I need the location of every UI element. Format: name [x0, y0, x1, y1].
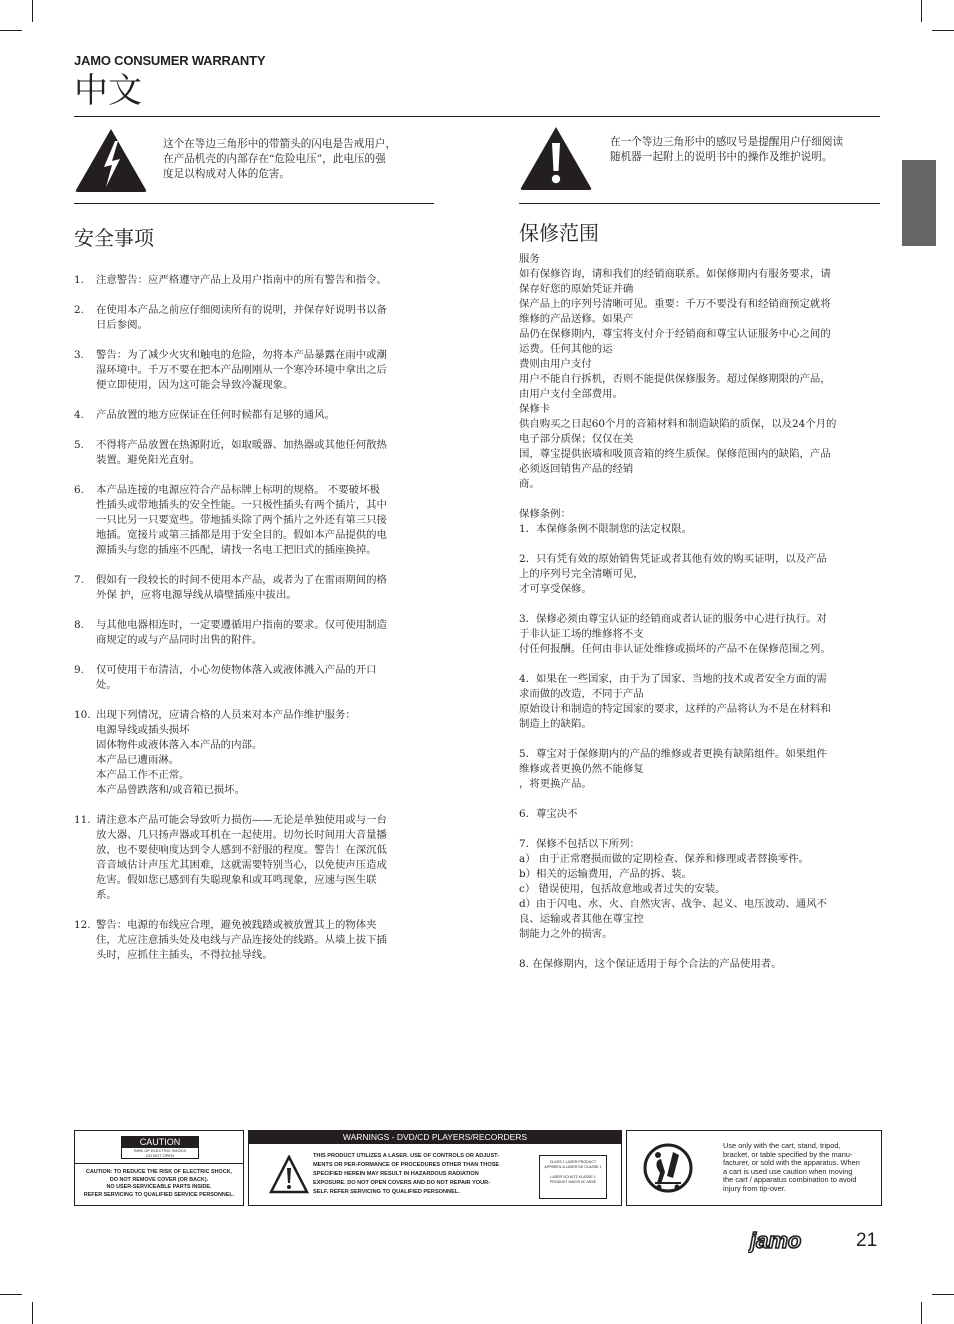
safety-item-line: 日后参阅。	[96, 319, 148, 331]
safety-item-number: 3.	[74, 349, 84, 361]
safety-item-line: 放大器、几只扬声器或耳机在一起使用。切勿长时间用大音量播	[96, 829, 387, 841]
warranty-line: 制造上的缺陷。	[519, 718, 592, 730]
safety-item-line: 住，尤应注意插头处及电线与产品连接处的线路。从墙上拔下插	[96, 934, 387, 946]
crop-mark	[0, 30, 22, 31]
warranty-line: 6．尊宝决不	[519, 808, 578, 820]
safety-item-line: 地插。宽接片或第三插都是用于安全目的。假如本产品提供的电	[96, 529, 387, 541]
text-line: SELF. REFER SERVICING TO QUALIFIED PERSONNEL.	[313, 1189, 460, 1195]
crop-mark	[932, 30, 954, 31]
cart-tipover-icon	[643, 1138, 693, 1202]
warranty-section-title: 保修范围	[519, 221, 599, 245]
safety-item-line: 性插头或带地插头的安全性能。一只极性插头有两个插片，其中	[96, 499, 387, 511]
safety-item	[74, 438, 436, 468]
text-line: DO NOT REMOVE COVER (OR BACK).	[109, 1176, 209, 1183]
text-line: PRODUKT MACHI IIC ASSE	[549, 1180, 597, 1184]
warranty-line: 必须返回销售产品的经销	[519, 463, 634, 475]
crop-mark	[0, 1294, 22, 1295]
dvd-warning-box	[248, 1130, 622, 1206]
warranty-line: 维修或者更换仍然不能修复	[519, 763, 644, 775]
safety-item	[74, 618, 436, 648]
text-line: injury from tip-over.	[723, 1183, 786, 1193]
safety-section-title: 安全事项	[74, 226, 154, 250]
dvd-warning-title: WARNINGS - DVD/CD PLAYERS/RECORDERS	[249, 1131, 621, 1144]
text-line: 在产品机壳的内部存在“危险电压”，此电压的强	[163, 153, 386, 165]
warranty-line: ，将更换产品。	[519, 778, 592, 790]
text-line: 这个在等边三角形中的带箭头的闪电是告戒用户，	[163, 138, 397, 150]
safety-item-number: 7.	[74, 574, 84, 586]
safety-item-line: 不得将产品放置在热源附近，如取暖器、加热器或其他任何散热	[96, 439, 387, 451]
cart-warning-text	[723, 1142, 869, 1193]
warranty-line: 7．保修不包括以下所列：	[519, 838, 640, 850]
caution-divider	[75, 1163, 243, 1164]
warranty-line: 服务	[519, 253, 540, 265]
safety-item	[74, 813, 436, 903]
text-line: NO USER-SERVICEABLE PARTS INSIDE.	[106, 1184, 212, 1190]
spacer	[519, 657, 883, 672]
caution-sub-1: RISK OF ELECTRIC SHOCK	[133, 1148, 187, 1153]
dvd-warning-text	[313, 1152, 525, 1197]
warranty-line: 才可享受保修。	[519, 583, 592, 595]
warranty-line: 运费。任何其他的运	[519, 343, 613, 355]
safety-item-line: 本产品曾跌落和/或音箱已损坏。	[96, 784, 245, 796]
safety-item-line: 产品放置的地方应保证在任何时候都有足够的通风。	[96, 409, 335, 421]
safety-item	[74, 483, 436, 558]
warranty-line: c） 错误使用，包括故意地或者过失的安装。	[519, 883, 726, 895]
warranty-line: 商。	[519, 478, 540, 490]
safety-item-number: 12.	[74, 919, 91, 931]
safety-item-line: 在使用本产品之前应仔细阅读所有的说明，并保存好说明书以备	[96, 304, 387, 316]
safety-list	[74, 273, 436, 978]
warranty-line: 1．本保修条例不限制您的法定权限。	[519, 523, 692, 535]
text-line: REFER SERVICING TO QUALIFIED SERVICE PERSONNEL.	[83, 1191, 235, 1198]
text-line: bracket, or table specified by the manu-	[723, 1149, 853, 1159]
warranty-line: 供自购买之日起60个月的音箱材料和制造缺陷的质保，以及24个月的	[519, 418, 837, 430]
section-tab	[902, 160, 936, 246]
spacer	[519, 732, 883, 747]
text-line: THIS PRODUCT UTILIZES A LASER. USE OF CONTROLS OR ADJUST-	[313, 1153, 500, 1159]
safety-item-line: 警告：电源的布线应合理，避免被践踏或被放置其上的物体夹	[96, 919, 377, 931]
warranty-line: 制能力之外的损害。	[519, 928, 613, 940]
warranty-line: 维修的产品送修。如果产	[519, 313, 634, 325]
safety-item-number: 8.	[74, 619, 84, 631]
left-section-rule	[74, 203, 434, 204]
safety-item-line: 音音域估计声压尤其困难，这就需要特别当心，以免使声压造成	[96, 859, 387, 871]
safety-item	[74, 918, 436, 963]
cart-warning-box	[626, 1130, 882, 1206]
safety-item-number: 2.	[74, 304, 84, 316]
warranty-line: 保存好您的原始凭证并确	[519, 283, 634, 295]
safety-item-line: 系。	[96, 889, 117, 901]
header-rule	[74, 116, 880, 117]
lightning-warning-text	[163, 137, 443, 182]
safety-item-line: 放，也不要使响度达到令人感到不舒服的程度。警告！在深沉低	[96, 844, 387, 856]
safety-item-line: 商规定的或与产品同时出售的附件。	[96, 634, 263, 646]
safety-item-line: 装置。避免阳光直射。	[96, 454, 200, 466]
safety-item-line: 便立即使用，因为这可能会导致冷凝现象。	[96, 379, 294, 391]
safety-item	[74, 663, 436, 693]
safety-item-line: 假如有一段较长的时间不使用本产品，或者为了在雷雨期间的格	[96, 574, 387, 586]
safety-item	[74, 303, 436, 333]
warranty-line: 保修条例：	[519, 508, 571, 520]
safety-item	[74, 408, 436, 423]
safety-item-number: 10.	[74, 709, 91, 721]
safety-item-line: 外保 护，应将电源导线从墙壁插座中拔出。	[96, 589, 297, 601]
safety-item-number: 9.	[74, 664, 84, 676]
safety-item-line: 注意警告：应严格遵守产品上及用户指南中的所有警告和指令。	[96, 274, 387, 286]
warranty-line: 良、运输或者其他在尊宝控	[519, 913, 644, 925]
text-line: EXPOSURE. DO NOT OPEN COVERS AND DO NOT REPAIR YOUR-	[313, 1180, 491, 1186]
warranty-line: 用户不能自行拆机，否则不能提供保修服务。超过保修期限的产品，	[519, 373, 831, 385]
text-line: 随机器一起附上的说明书中的操作及维护说明。	[610, 151, 833, 163]
warranty-line: d）由于闪电、水、火、自然灾害、战争、起义、电压波动、通风不	[519, 898, 827, 910]
language-title: 中文	[74, 71, 142, 111]
warranty-line: 于非认证工场的维修将不支	[519, 628, 644, 640]
right-section-rule	[519, 203, 880, 204]
page-number: 21	[856, 1230, 878, 1251]
safety-item-line: 处。	[96, 679, 117, 691]
text-line: 度足以构成对人体的危害。	[163, 168, 291, 180]
text-line: CLASS 1 LASER PRODUCT	[549, 1160, 597, 1164]
caution-label-block	[121, 1136, 199, 1159]
text-line: a cart is used use caution when moving	[723, 1166, 853, 1176]
safety-item-line: 电源导线或插头损坏	[96, 724, 190, 736]
warranty-line: b）相关的运输费用，产品的拆、装。	[519, 868, 692, 880]
text-line: APPAREIL A LASER DE CLASSE 1	[544, 1165, 602, 1169]
safety-item-line: 出现下列情况，应请合格的人员来对本产品作维护服务：	[96, 709, 356, 721]
text-line: the cart / apparatus combination to avoid	[723, 1175, 857, 1184]
safety-item-number: 11.	[74, 814, 91, 826]
exclamation-warning-text	[610, 135, 890, 165]
safety-item-line: 源插头与您的插座不匹配，请找一名电工把旧式的插座换掉。	[96, 544, 377, 556]
safety-item-number: 4.	[74, 409, 84, 421]
safety-item-line: 本产品连接的电源应符合产品标牌上标明的规格。 不要破坏极	[96, 484, 380, 496]
safety-item-line: 湿环境中。千万不要在把本产品刚刚从一个寒冷环境中拿出之后	[96, 364, 387, 376]
warranty-line: 国，尊宝提供嵌墙和吸顶音箱的终生质保。保修范围内的缺陷，产品	[519, 448, 831, 460]
warranty-line: 8. 在保修期内，这个保证适用于每个合法的产品使用者。	[519, 958, 782, 970]
safety-item-line: 本产品工作不正常。	[96, 769, 190, 781]
crop-mark	[921, 0, 922, 22]
safety-item	[74, 273, 436, 288]
warranty-line: 付任何报酬。任何由非认证处维修或损坏的产品不在保修范围之列。	[519, 643, 831, 655]
warranty-line: 原始设计和制造的特定国家的要求，这样的产品将认为不是在材料和	[519, 703, 831, 715]
text-line: 在一个等边三角形中的感叹号是提醒用户仔细阅读	[610, 136, 844, 148]
safety-item-line: 本产品已遭雨淋。	[96, 754, 180, 766]
jamo-logo	[748, 1229, 830, 1257]
warranty-line: 4．如果在一些国家，由于为了国家、当地的技术或者安全方面的需	[519, 673, 827, 685]
caution-sub-2: DO NOT OPEN	[146, 1153, 174, 1158]
laser-warning-icon	[269, 1155, 309, 1199]
warranty-line: 品仍在保修期内，尊宝将支付介于经销商和尊宝认证服务中心之间的	[519, 328, 831, 340]
spacer	[519, 492, 883, 507]
warranty-line: 3．保修必须由尊宝认证的经销商或者认证的服务中心进行执行。对	[519, 613, 827, 625]
spacer	[519, 822, 883, 837]
text-line: Use only with the cart, stand, tripod,	[723, 1141, 841, 1150]
safety-item	[74, 348, 436, 393]
warranty-line: 电子部分质保；仅仅在美	[519, 433, 634, 445]
crop-mark	[32, 0, 33, 22]
warranty-line: a） 由于正常磨损而做的定期检查、保养和修理或者替换零件。	[519, 853, 810, 865]
warranty-line: 2．只有凭有效的原始销售凭证或者其他有效的购买证明，以及产品	[519, 553, 827, 565]
text-line: facturer, or sold with the apparatus. When	[723, 1158, 860, 1167]
warranty-line: 求而做的改造，不同于产品	[519, 688, 644, 700]
warranty-line: 5．尊宝对于保修期内的产品的维修或者更换有缺陷组件。如果组件	[519, 748, 827, 760]
jamo-logo-text: jamo	[750, 1229, 802, 1253]
laser-class-label	[539, 1155, 607, 1199]
warranty-line: 由用户支付全部费用。	[519, 388, 623, 400]
safety-item-number: 1.	[74, 274, 84, 286]
warranty-line: 保产品上的序列号清晰可见。重要：千万不要没有和经销商预定就将	[519, 298, 831, 310]
warranty-line: 费则由用户支付	[519, 358, 592, 370]
safety-item	[74, 708, 436, 798]
crop-mark	[921, 1302, 922, 1324]
spacer	[519, 537, 883, 552]
lightning-warning-icon	[74, 127, 148, 197]
doc-header-title: JAMO CONSUMER WARRANTY	[74, 53, 266, 68]
safety-item-number: 6.	[74, 484, 84, 496]
safety-item-line: 请注意本产品可能会导致听力损伤——无论是单独使用或与一台	[96, 814, 387, 826]
safety-item-line: 固体物件或液体落入本产品的内部。	[96, 739, 263, 751]
text-line: MENTS OR PER-FORMANCE OF PROCEDURES OTHER THAN THOSE	[313, 1162, 500, 1168]
safety-item-line: 仅可使用干布清洁，小心勿使物体落入或液体溅入产品的开口	[96, 664, 377, 676]
safety-item-line: 头时，应抓住主插头，不得拉扯导线。	[96, 949, 273, 961]
safety-item	[74, 573, 436, 603]
safety-item-number: 5.	[74, 439, 84, 451]
caution-text	[79, 1169, 239, 1199]
caution-box	[74, 1130, 244, 1206]
spacer	[519, 597, 883, 612]
warranty-body	[519, 252, 883, 972]
warranty-line: 如有保修咨询，请和我们的经销商联系。如保修期内有服务要求，请	[519, 268, 831, 280]
safety-item-line: 一只比另一只要宽些。带地插头除了两个插片之外还有第三只接	[96, 514, 387, 526]
warranty-line: 保修卡	[519, 403, 551, 415]
crop-mark	[932, 1294, 954, 1295]
caution-label: CAUTION	[122, 1137, 198, 1148]
crop-mark	[32, 1302, 33, 1324]
exclamation-warning-icon	[519, 125, 593, 195]
text-line: CAUTION: TO REDUCE THE RISK OF ELECTRIC SHOCK,	[85, 1169, 233, 1175]
warranty-line: 上的序列号完全清晰可见，	[519, 568, 644, 580]
text-line: SPECIFIED HEREIN MAY RESULT IN HAZARDOUS RADIATION	[313, 1171, 479, 1177]
safety-item-line: 警告：为了减少火灾和触电的危险，勿将本产品暴露在雨中或潮	[96, 349, 387, 361]
spacer	[519, 942, 883, 957]
safety-item-line: 与其他电器相连时，一定要遵循用户指南的要求。仅可使用制造	[96, 619, 387, 631]
spacer	[519, 792, 883, 807]
text-line: LASER SCHUTZ KLASSE 1	[550, 1175, 596, 1179]
safety-item-line: 危害。假如您已感到有失聪现象和或耳鸣现象，应速与医生联	[96, 874, 377, 886]
